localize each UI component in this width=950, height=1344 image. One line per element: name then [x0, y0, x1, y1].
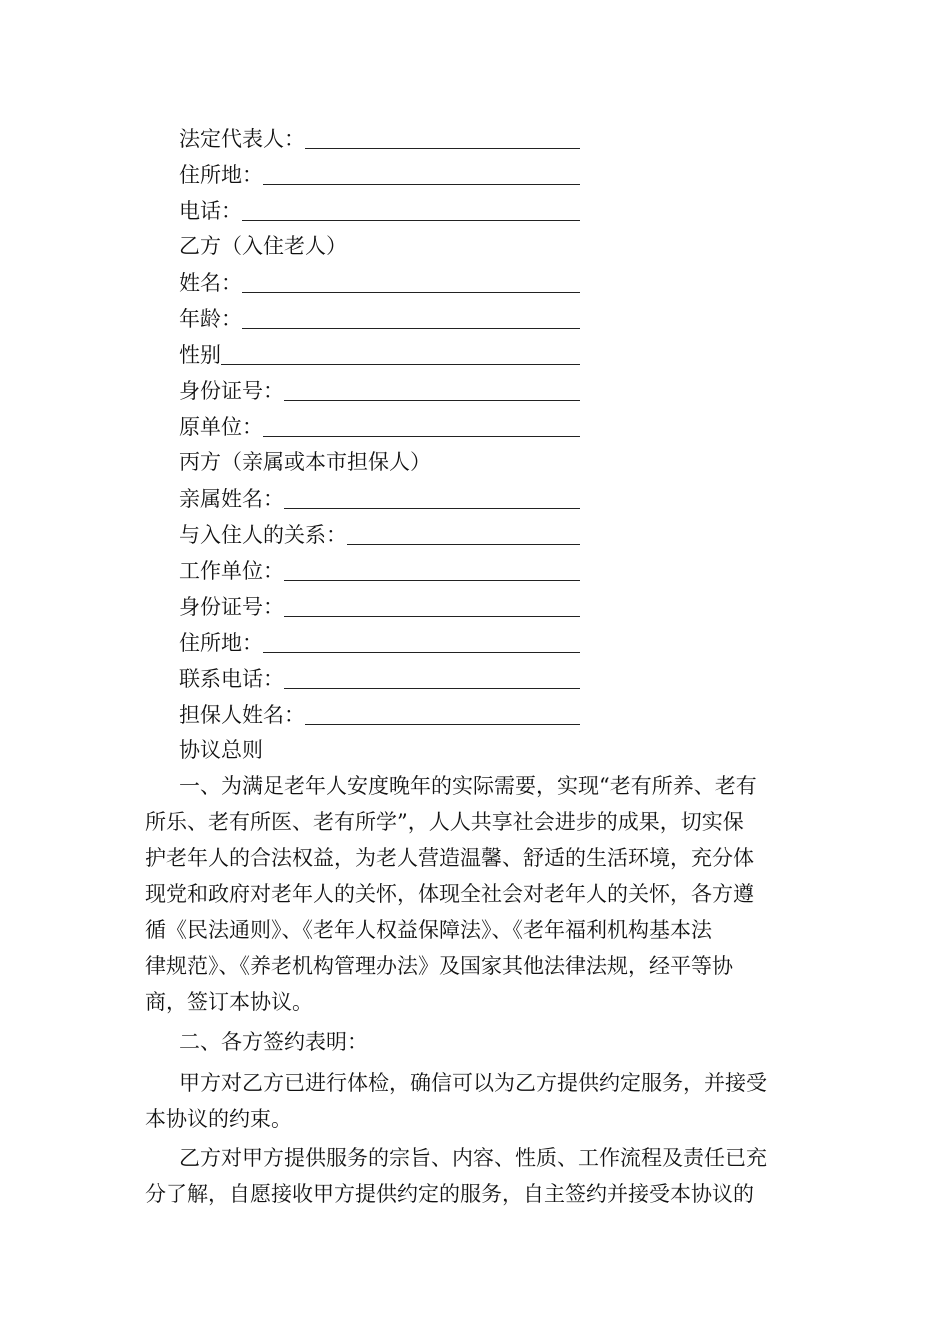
paragraph-line: 所乐、老有所医、老有所学”，人人共享社会进步的成果，切实保 — [145, 810, 744, 834]
relative-address-field — [179, 622, 580, 658]
field-label: 姓名： — [179, 271, 242, 295]
paragraph-party-a — [145, 1065, 805, 1137]
id-number-field — [179, 370, 580, 406]
field-label: 担保人姓名： — [179, 703, 305, 727]
paragraph-line: 二、各方签约表明： — [179, 1030, 368, 1054]
fill-in-blank[interactable] — [284, 579, 580, 581]
paragraph-line: 护老年人的合法权益，为老人营造温馨、舒适的生活环境，充分体 — [145, 846, 754, 870]
fill-in-blank[interactable] — [263, 435, 580, 437]
field-label: 年龄： — [179, 307, 242, 331]
field-label: 身份证号： — [179, 379, 284, 403]
age-field — [179, 298, 580, 334]
guarantor-name-field — [179, 694, 580, 730]
field-label: 亲属姓名： — [179, 487, 284, 511]
contact-phone-field — [179, 658, 580, 694]
phone-field — [179, 190, 580, 226]
field-label: 身份证号： — [179, 595, 284, 619]
fill-in-blank[interactable] — [263, 651, 580, 653]
name-field — [179, 262, 580, 298]
paragraph-line: 现党和政府对老年人的关怀，体现全社会对老年人的关怀，各方遵 — [145, 882, 754, 906]
fill-in-blank[interactable] — [284, 615, 580, 617]
paragraph-line: 一、为满足老年人安度晚年的实际需要，实现“老有所养、老有 — [179, 774, 757, 798]
legal-representative-field — [179, 118, 580, 154]
paragraph-line: 分了解，自愿接收甲方提供约定的服务，自主签约并接受本协议的 — [145, 1182, 754, 1206]
fill-in-blank[interactable] — [263, 183, 580, 185]
former-employer-field — [179, 406, 580, 442]
work-unit-field — [179, 550, 580, 586]
field-label: 住所地： — [179, 631, 263, 655]
field-label: 原单位： — [179, 415, 263, 439]
field-label: 法定代表人： — [179, 127, 305, 151]
fill-in-blank[interactable] — [242, 291, 580, 293]
fill-in-blank[interactable] — [284, 507, 580, 509]
relationship-field — [179, 514, 580, 550]
paragraph-line: 甲方对乙方已进行体检，确信可以为乙方提供约定服务，并接受 — [179, 1071, 767, 1095]
paragraph-line: 本协议的约束。 — [145, 1107, 292, 1131]
paragraph-declaration-heading — [145, 1024, 805, 1060]
gender-field — [179, 334, 580, 370]
fill-in-blank[interactable] — [305, 723, 580, 725]
paragraph-line: 商，签订本协议。 — [145, 990, 313, 1014]
field-label: 与入住人的关系： — [179, 523, 347, 547]
field-label: 性别 — [179, 343, 221, 367]
fill-in-blank[interactable] — [221, 363, 580, 365]
fill-in-blank[interactable] — [305, 147, 580, 149]
paragraph-party-b — [145, 1140, 805, 1212]
paragraph-line: 循《民法通则》、《老年人权益保障法》、《老年福利机构基本法 — [145, 918, 712, 942]
address-field — [179, 154, 580, 190]
fill-in-blank[interactable] — [242, 327, 580, 329]
fill-in-blank[interactable] — [242, 219, 580, 221]
fill-in-blank[interactable] — [284, 399, 580, 401]
relative-name-field — [179, 478, 580, 514]
fill-in-blank[interactable] — [284, 687, 580, 689]
relative-id-number-field — [179, 586, 580, 622]
paragraph-general-principles — [145, 768, 805, 1020]
field-label: 联系电话： — [179, 667, 284, 691]
party-c-heading: 丙方（亲属或本市担保人） — [179, 450, 431, 474]
party-b-heading: 乙方（入住老人） — [179, 234, 347, 258]
field-label: 电话： — [179, 199, 242, 223]
paragraph-line: 乙方对甲方提供服务的宗旨、内容、性质、工作流程及责任已充 — [179, 1146, 767, 1170]
fill-in-blank[interactable] — [347, 543, 580, 545]
field-label: 工作单位： — [179, 559, 284, 583]
paragraph-line: 律规范》、《养老机构管理办法》及国家其他法律法规，经平等协 — [145, 954, 733, 978]
field-label: 住所地： — [179, 163, 263, 187]
section-title: 协议总则 — [179, 738, 263, 762]
